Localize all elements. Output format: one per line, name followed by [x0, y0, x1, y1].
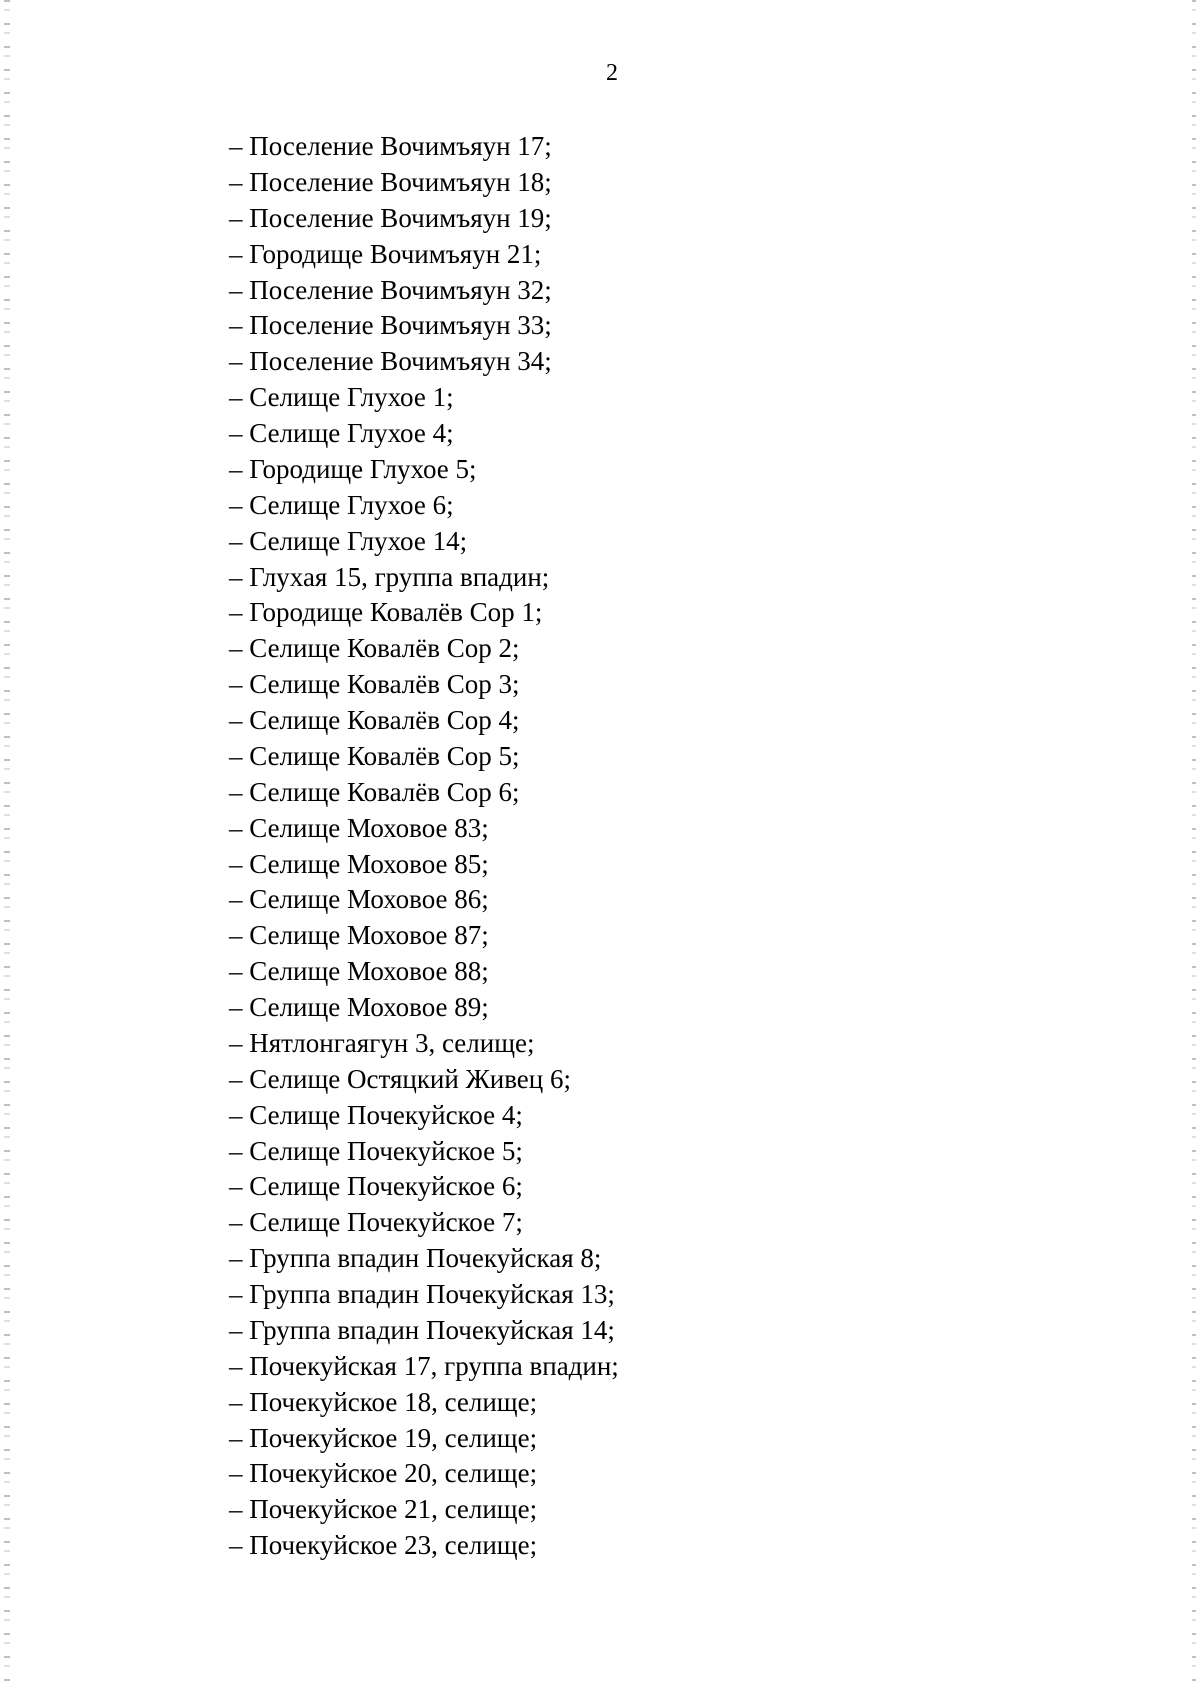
list-item: – Поселение Вочимъяун 19;	[229, 202, 552, 233]
list-item: – Селище Глухое 14;	[229, 525, 468, 556]
list-item: – Нятлонгаягун 3, селище;	[229, 1027, 535, 1058]
list-item: – Селище Ковалёв Сор 5;	[229, 740, 520, 771]
list-item: – Почекуйское 21, селище;	[229, 1494, 538, 1525]
list-item: – Группа впадин Почекуйская 14;	[229, 1314, 615, 1345]
list-item: – Селище Моховое 89;	[229, 992, 489, 1022]
site-list	[229, 129, 619, 1564]
list-item: – Поселение Вочимъяун 18;	[229, 166, 552, 197]
list-item: – Поселение Вочимъяун 17;	[229, 131, 552, 161]
list-item: – Селище Остяцкий Живец 6;	[229, 1063, 571, 1094]
list-item: – Селище Почекуйское 7;	[229, 1207, 523, 1238]
scan-edge-left	[4, 0, 10, 1684]
list-item: – Селище Моховое 87;	[229, 920, 489, 951]
list-item: – Городище Вочимъяун 21;	[229, 238, 542, 269]
list-item: – Глухая 15, группа впадин;	[229, 561, 550, 592]
list-item: – Почекуйское 18, селище;	[229, 1386, 538, 1417]
list-item: – Селище Почекуйское 5;	[229, 1135, 523, 1166]
list-item: – Селище Глухое 1;	[229, 382, 454, 413]
list-item: – Селище Моховое 88;	[229, 956, 489, 987]
list-item: – Группа впадин Почекуйская 13;	[229, 1279, 615, 1309]
list-item: – Почекуйское 20, селище;	[229, 1458, 538, 1489]
list-item: – Поселение Вочимъяун 33;	[229, 310, 552, 341]
list-item: – Селище Глухое 4;	[229, 418, 454, 448]
list-item: – Поселение Вочимъяун 32;	[229, 274, 552, 305]
list-item: – Селище Почекуйское 4;	[229, 1099, 523, 1130]
list-item: – Селище Ковалёв Сор 6;	[229, 776, 520, 807]
list-item: – Селище Ковалёв Сор 3;	[229, 669, 520, 700]
list-item: – Селище Моховое 85;	[229, 848, 489, 879]
list-item: – Городище Ковалёв Сор 1;	[229, 597, 543, 628]
page-number: 2	[606, 60, 618, 86]
list-item: – Почекуйское 23, селище;	[229, 1530, 538, 1561]
list-item: – Селище Глухое 6;	[229, 489, 454, 520]
list-item: – Селище Почекуйское 6;	[229, 1171, 523, 1202]
scan-edge-right	[1192, 0, 1196, 1684]
list-item: – Селище Ковалёв Сор 2;	[229, 633, 520, 664]
list-item: – Селище Ковалёв Сор 4;	[229, 705, 520, 735]
list-item: – Городище Глухое 5;	[229, 453, 477, 484]
list-item: – Группа впадин Почекуйская 8;	[229, 1243, 602, 1274]
list-item: – Селище Моховое 86;	[229, 884, 489, 915]
list-item: – Поселение Вочимъяун 34;	[229, 346, 552, 377]
list-item: – Селище Моховое 83;	[229, 812, 489, 843]
list-item: – Почекуйская 17, группа впадин;	[229, 1350, 619, 1381]
list-item: – Почекуйское 19, селище;	[229, 1422, 538, 1453]
